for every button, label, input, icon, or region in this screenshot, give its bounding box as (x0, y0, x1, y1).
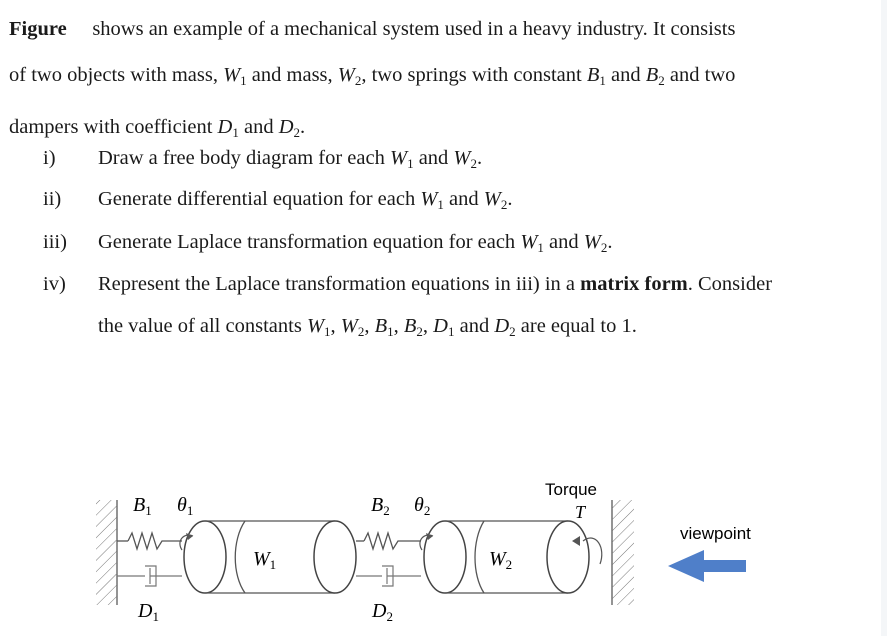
label-theta1: $\theta_1$ (177, 494, 194, 518)
text: Generate Laplace transformation equation for each (98, 231, 521, 253)
sym-b: B (403, 315, 417, 337)
sym-w: W (483, 188, 501, 210)
intro-line-1 (9, 6, 879, 52)
item-text (98, 179, 878, 225)
sym-b: B (645, 64, 659, 86)
sub: 2 (354, 73, 362, 88)
sym-b: B (586, 64, 600, 86)
label-torque: Torque (545, 480, 597, 499)
sym-w: W (420, 188, 438, 210)
text: and (443, 188, 484, 210)
label-viewpoint: viewpoint (680, 524, 751, 543)
sub: 1 (599, 73, 606, 88)
intro-text-2a: of two objects with mass, (9, 64, 224, 86)
item-number: i) (43, 147, 56, 169)
left-wall (96, 500, 117, 605)
item-number: ii) (43, 188, 62, 210)
text: Draw a free body diagram for each (98, 147, 390, 169)
label-theta2: $\theta_2$ (414, 494, 431, 518)
sym-w: W (453, 147, 471, 169)
text: the value of all constants (98, 315, 307, 337)
intro-text-3a: dampers with coefficient (9, 116, 218, 138)
sym-w: W (340, 315, 358, 337)
label-w2: $W_2$ (489, 548, 513, 572)
intro-text-1: shows an example of a mechanical system used in a heavy industry. It consists (92, 18, 736, 40)
sub: 1 (447, 324, 455, 339)
sub: 2 (357, 324, 365, 339)
sub: 2 (500, 197, 508, 212)
sub: 1 (324, 324, 331, 339)
sym-w: W (583, 231, 601, 253)
text: . Consider (687, 273, 773, 295)
sub: 1 (437, 197, 444, 212)
sub: 2 (600, 240, 608, 255)
sub: 2 (293, 125, 301, 140)
label-d1: $D_1$ (138, 600, 159, 624)
item-number: iv) (43, 273, 66, 295)
disk-1 (184, 521, 226, 593)
figure-word: Figure (9, 18, 67, 40)
sub: 2 (470, 156, 477, 171)
intro-text-2e: and two (664, 64, 736, 86)
sub: 2 (509, 324, 516, 339)
disk-2 (424, 521, 466, 593)
sub: 1 (407, 156, 414, 171)
label-b2: $B_2$ (371, 494, 390, 518)
label-d2: $D_2$ (372, 600, 393, 624)
sub: 1 (537, 240, 544, 255)
label-w1: $W_1$ (253, 548, 277, 572)
sym-d: D (217, 116, 233, 138)
mass-w1 (205, 521, 356, 593)
sym-w: W (389, 147, 408, 169)
label-torque-symbol: T (575, 502, 586, 522)
label-b1: $B_1$ (133, 494, 152, 518)
text: and (543, 231, 584, 253)
text: , (364, 315, 375, 337)
item-number: iii) (43, 231, 67, 253)
text: . (507, 188, 513, 210)
text: Represent the Laplace transformation equations in iii) in a (98, 273, 581, 295)
bold-term: matrix form (580, 273, 688, 295)
text: . (477, 147, 483, 169)
intro-text-2c: , two springs with constant (361, 64, 587, 86)
sym-d: D (278, 116, 294, 138)
spring-b2 (356, 533, 421, 549)
spring-b1 (117, 533, 182, 549)
sub: 2 (658, 73, 665, 88)
text: are equal to 1. (515, 315, 637, 337)
sub: 1 (387, 324, 394, 339)
sub: 1 (240, 73, 247, 88)
text: and (454, 315, 495, 337)
sym-w: W (337, 64, 355, 86)
intro-text-3c: . (300, 116, 306, 138)
mechanical-system-figure (0, 460, 887, 636)
sub: 2 (416, 324, 423, 339)
text: , (422, 315, 434, 337)
intro-text-3b: and (238, 116, 279, 138)
item-text (98, 138, 878, 184)
sym-d: D (433, 315, 448, 337)
sym-w: W (223, 64, 241, 86)
sym-b: B (374, 315, 388, 337)
text: and (413, 147, 454, 169)
sym-w: W (520, 231, 538, 253)
item-text (98, 264, 878, 305)
sym-w: W (306, 315, 325, 337)
damper-d1 (117, 566, 182, 586)
viewpoint-arrow-icon (668, 550, 746, 582)
sym-d: D (494, 315, 510, 337)
intro-line-2 (9, 52, 879, 104)
item-text (98, 306, 878, 352)
text: Generate differential equation for each (98, 188, 421, 210)
damper-d2 (356, 566, 421, 586)
intro-paragraph (9, 6, 879, 156)
intro-text-2d: and (605, 64, 646, 86)
text: , (393, 315, 404, 337)
text: . (607, 231, 613, 253)
intro-text-2b: and mass, (246, 64, 338, 86)
item-text (98, 222, 878, 268)
sub: 1 (232, 125, 239, 140)
text: , (330, 315, 341, 337)
right-wall (612, 500, 634, 605)
